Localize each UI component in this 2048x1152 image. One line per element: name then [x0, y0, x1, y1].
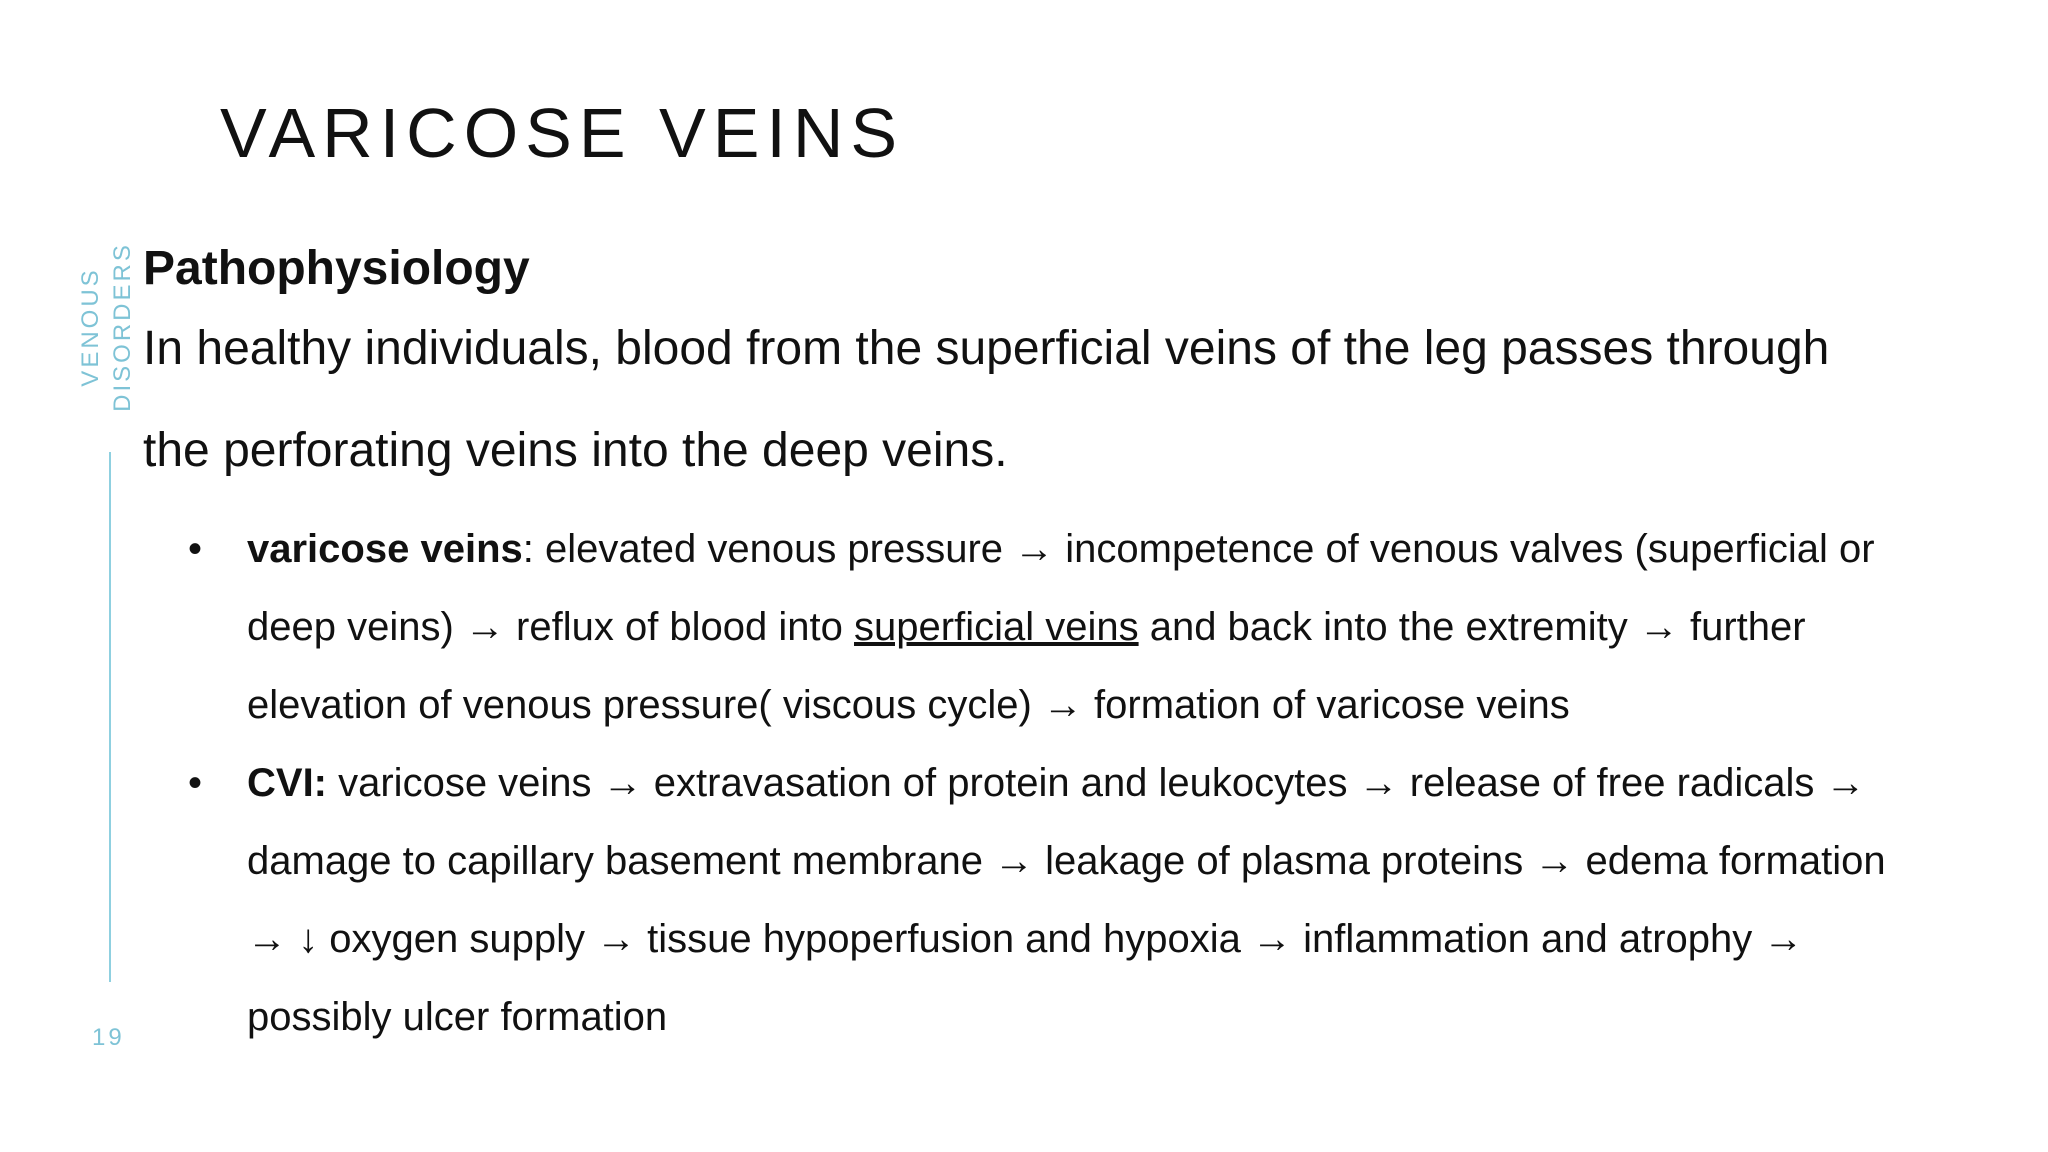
bullet-text: elevated venous pressure → incompetence of venous valves (superficial or deep veins) → reflux of blood into	[247, 526, 1875, 649]
list-item-varicose-veins	[143, 510, 1903, 744]
list-item-cvi	[143, 744, 1903, 1056]
bullet-text-continued: and back into the extremity → further elevation of venous pressure( viscous cycle) → formation of varicose veins	[247, 604, 1806, 727]
slide-title: VARICOSE VEINS	[220, 94, 905, 172]
page-number: 19	[92, 1024, 125, 1051]
bullet-icon: •	[188, 760, 203, 805]
bullet-term: CVI:	[247, 760, 327, 805]
section-heading: Pathophysiology	[143, 242, 530, 295]
slide-content	[143, 240, 1903, 1056]
accent-divider-line	[109, 452, 111, 982]
section-side-label	[72, 232, 142, 422]
bullet-text: varicose veins → extravasation of protein and leukocytes → release of free radicals → damage to capillary basement membrane → leakage of plasma proteins → edema formation → ↓ oxygen supply → tissue hypoperfusion and hypoxia → inflammation and atrophy → possibly ulcer formation	[247, 760, 1886, 1039]
bullet-separator: :	[522, 526, 534, 571]
underlined-term: superficial veins	[854, 604, 1139, 649]
side-label-text: VENOUS DISORDERS	[77, 242, 136, 412]
bullet-icon: •	[188, 526, 203, 571]
bullet-term: varicose veins	[247, 526, 523, 571]
intro-paragraph: In healthy individuals, blood from the superficial veins of the leg passes through the perforating veins into the deep veins.	[143, 321, 1830, 477]
bullet-list	[143, 510, 1903, 1056]
